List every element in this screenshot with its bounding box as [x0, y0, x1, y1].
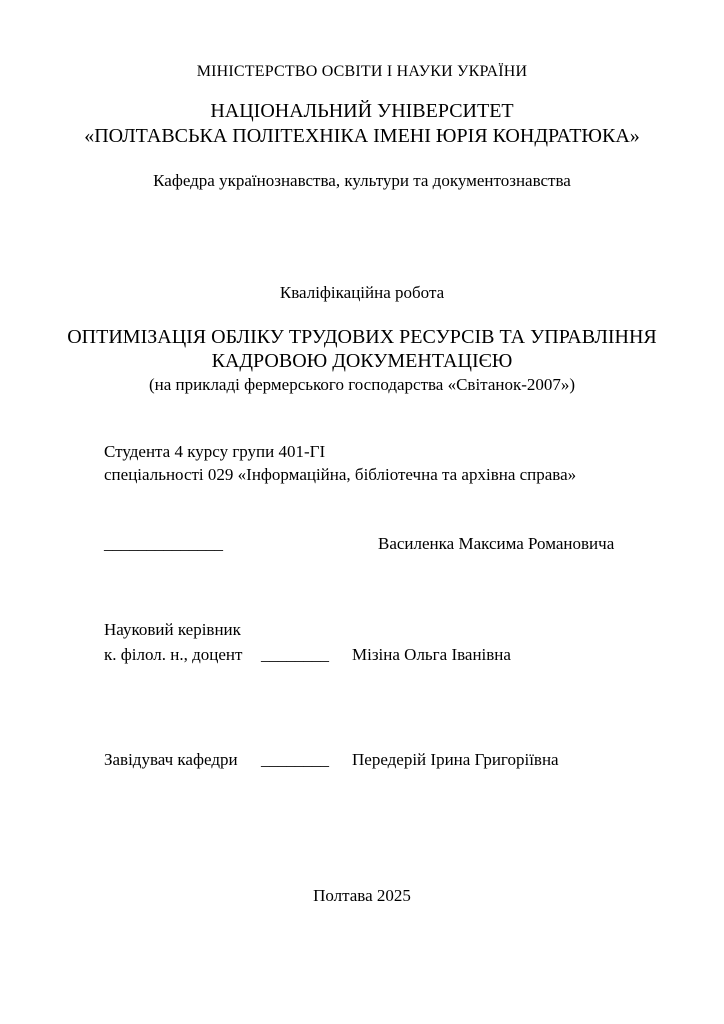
supervisor-signature-row: [0, 643, 724, 667]
department-head-signature-line: ________: [261, 750, 329, 769]
student-name: Василенка Максима Романовича: [378, 534, 615, 553]
student-signature-line: ______________: [104, 534, 223, 553]
student-info-block: [104, 440, 576, 486]
supervisor-degree-label: к. філол. н., доцент: [104, 645, 243, 664]
supervisor-name: Мізіна Ольга Іванівна: [352, 645, 511, 664]
work-title-line-1: ОПТИМІЗАЦІЯ ОБЛІКУ ТРУДОВИХ РЕСУРСІВ ТА УПРАВЛІННЯ: [67, 326, 657, 348]
university-name-line: НАЦІОНАЛЬНИЙ УНІВЕРСИТЕТ: [210, 100, 514, 122]
university-full-name-line: «ПОЛТАВСЬКА ПОЛІТЕХНІКА ІМЕНІ ЮРІЯ КОНДРАТЮКА»: [84, 125, 640, 147]
work-title-line-2: КАДРОВОЮ ДОКУМЕНТАЦІЄЮ: [211, 350, 513, 372]
department-head-name: Передерій Ірина Григоріївна: [352, 750, 559, 769]
work-type-label: Кваліфікаційна робота: [279, 283, 445, 302]
work-title-block: [0, 325, 724, 397]
university-heading: [0, 99, 724, 149]
department-head-role-label: Завідувач кафедри: [104, 750, 238, 769]
work-subtitle: (на прикладі фермерського господарства «Світанок-2007»): [148, 375, 576, 394]
city-year-line: Полтава 2025: [313, 886, 411, 905]
student-signature-row: [0, 532, 724, 556]
ministry-heading: МІНІСТЕРСТВО ОСВІТИ І НАУКИ УКРАЇНИ: [196, 63, 528, 80]
supervisor-role-label: Науковий керівник: [104, 620, 241, 639]
supervisor-signature-line: ________: [261, 645, 329, 664]
student-speciality-line: спеціальності 029 «Інформаційна, бібліотечна та архівна справа»: [104, 465, 577, 484]
department-head-signature-row: [0, 748, 724, 772]
department-line: Кафедра українознавства, культури та документознавства: [153, 171, 571, 190]
student-course-group-line: Студента 4 курсу групи 401-ГІ: [104, 442, 326, 461]
